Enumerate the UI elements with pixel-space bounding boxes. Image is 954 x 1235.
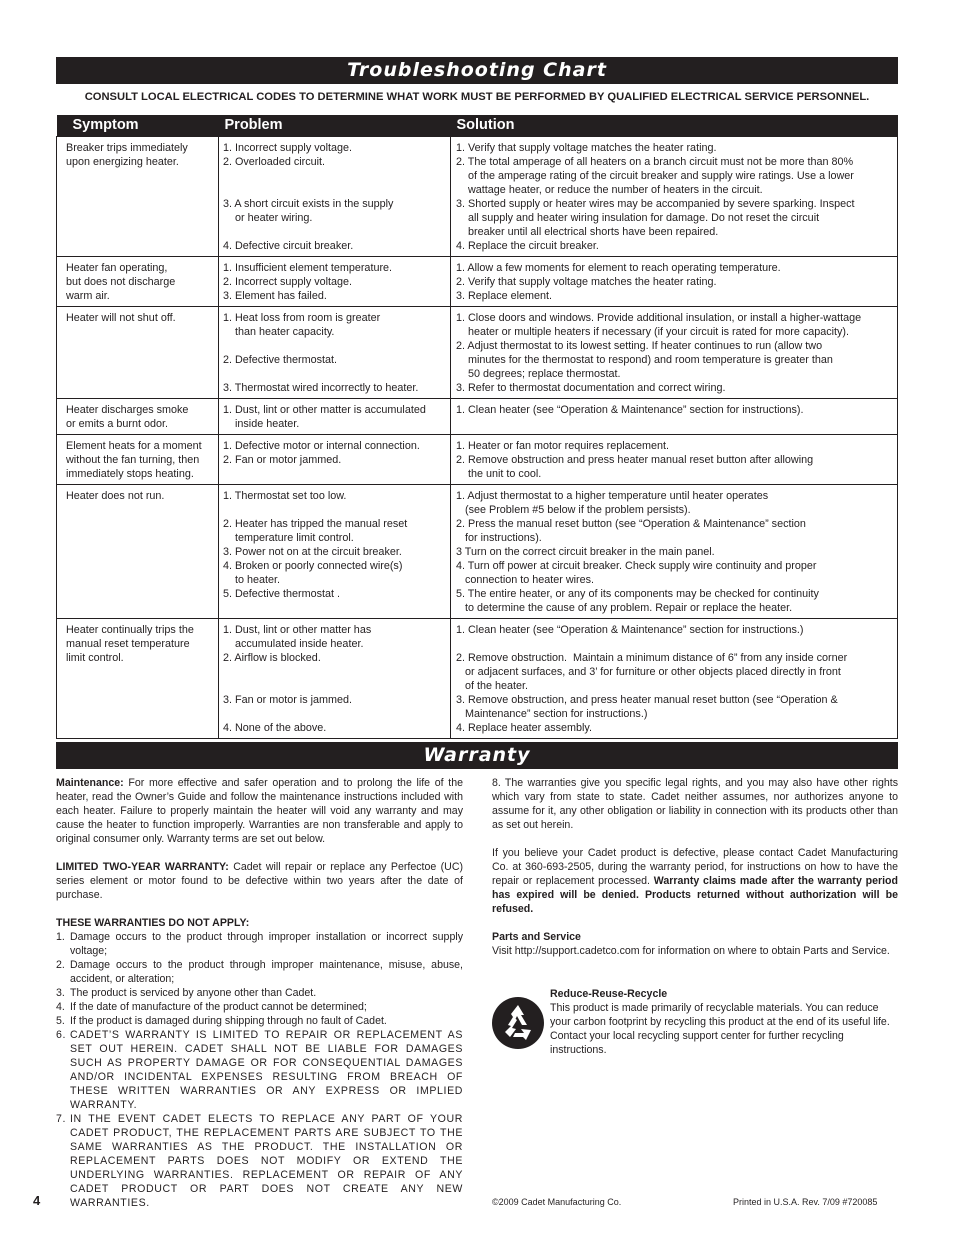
problem-line: 2. Airflow is blocked. xyxy=(223,651,321,664)
problem-line: 5. Defective thermostat . xyxy=(223,587,341,600)
recycle-icon xyxy=(491,996,545,1050)
troubleshooting-title: Troubleshooting Chart xyxy=(56,57,898,84)
solution-line: 1. Clean heater (see “Operation & Maintenance” section for instructions.) xyxy=(456,623,804,636)
table-row xyxy=(57,484,898,618)
problem-line: accumulated inside heater. xyxy=(223,637,364,650)
problem-line: 1. Heat loss from room is greater xyxy=(223,311,381,324)
problem-line xyxy=(223,225,446,239)
solution-line: 3. Replace element. xyxy=(456,289,553,302)
exclusion-text: The product is serviced by anyone other than Cadet. xyxy=(70,987,317,999)
limited-warranty-text: Cadet will repair or replace any Perfectoe (UC) series element or motor found to be defective within two years after the date of purchase. xyxy=(56,861,464,901)
exclusion-text: CADET’S WARRANTY IS LIMITED TO REPAIR OR REPLACEMENT AS SET OUT HEREIN. CADET SHALL NOT BE LIABLE FOR DAMAGES SUCH AS PROPERTY DAMAGE OR FOR CONSEQUENTIAL DAMAGES AND/OR INCIDENTAL EXPENSES RESULTING FROM BREACH OF THESE WRITTEN WARRANTIES OR ANY EXPRESS OR IMPLIED WARRANTY. xyxy=(70,1029,463,1111)
problem-line: 3. Element has failed. xyxy=(223,289,327,302)
solution-line: breaker until all electrical shorts have been repaired. xyxy=(456,225,719,238)
problem-line: 2. Incorrect supply voltage. xyxy=(223,275,353,288)
recycle-title: Reduce-Reuse-Recycle xyxy=(550,988,668,1000)
problem-line xyxy=(223,665,446,679)
problem-line: temperature limit control. xyxy=(223,531,354,544)
solution-line: 1. Close doors and windows. Provide additional insulation, or install a higher-wattage xyxy=(456,311,862,324)
problem-cell xyxy=(219,398,451,434)
symptom-line: Heater will not shut off. xyxy=(66,311,176,324)
page-number: 4 xyxy=(33,1193,41,1208)
problem-line: than heater capacity. xyxy=(223,325,335,338)
solution-line: 2. Remove obstruction. Maintain a minimum distance of 6” from any inside corner xyxy=(456,651,848,664)
problem-line: 2. Fan or motor jammed. xyxy=(223,453,342,466)
legal-rights-paragraph: 8. The warranties give you specific legal rights, and you may also have other rights which vary from state to state. Cadet neither assumes, nor authorizes anyone to assume for it, any other obligation or liability in connection with its products other than as set out herein. xyxy=(492,777,898,831)
header-symptom: Symptom xyxy=(57,115,219,136)
solution-line: all supply and heater wiring insulation for damage. Do not reset the circuit xyxy=(456,211,820,224)
solution-line: 5. The entire heater, or any of its components may be checked for continuity xyxy=(456,587,819,600)
solution-line: 3 Turn on the correct circuit breaker in the main panel. xyxy=(456,545,715,558)
solution-line: of the amperage rating of the circuit breaker and supply wire ratings. Use a lower xyxy=(456,169,854,182)
solution-cell xyxy=(451,256,898,306)
exclusion-item xyxy=(56,958,463,986)
solution-line xyxy=(456,637,893,651)
symptom-line: Heater continually trips the xyxy=(66,623,194,636)
problem-cell xyxy=(219,306,451,398)
symptom-line: warm air. xyxy=(66,289,110,302)
solution-cell xyxy=(451,618,898,738)
exclusions-list xyxy=(56,930,463,1210)
exclusion-number: 3. xyxy=(56,987,65,999)
symptom-line: without the fan turning, then xyxy=(66,453,200,466)
symptom-cell xyxy=(57,484,219,618)
maintenance-paragraph xyxy=(56,776,463,846)
header-problem: Problem xyxy=(219,115,451,136)
problem-line xyxy=(223,169,446,183)
solution-line: of the heater. xyxy=(456,679,529,692)
exclusion-item xyxy=(56,930,463,958)
problem-line: 1. Dust, lint or other matter has xyxy=(223,623,372,636)
solution-line: 2. Adjust thermostat to its lowest setting. If heater continues to run (allow two xyxy=(456,339,823,352)
problem-line: 1. Defective motor or internal connection. xyxy=(223,439,420,452)
problem-line: 3. Fan or motor is jammed. xyxy=(223,693,353,706)
exclusion-text: If the date of manufacture of the product cannot be determined; xyxy=(70,1001,367,1013)
solution-line: heater or multiple heaters if necessary (if your circuit is rated for more capacity). xyxy=(456,325,850,338)
problem-line: 1. Insufficient element temperature. xyxy=(223,261,393,274)
problem-cell xyxy=(219,434,451,484)
solution-line: minutes for the thermostat to respond) and room temperature is greater than xyxy=(456,353,833,366)
problem-line: 1. Dust, lint or other matter is accumulated xyxy=(223,403,426,416)
solution-line: 4. Turn off power at circuit breaker. Check supply wire continuity and proper xyxy=(456,559,817,572)
table-row xyxy=(57,256,898,306)
warranty-title: Warranty xyxy=(56,742,898,769)
problem-line xyxy=(223,367,446,381)
exclusion-item xyxy=(56,1014,463,1028)
parts-service-title: Parts and Service xyxy=(492,931,581,943)
problem-cell xyxy=(219,484,451,618)
solution-line: 4. Replace the circuit breaker. xyxy=(456,239,599,252)
copyright-text: ©2009 Cadet Manufacturing Co. xyxy=(492,1197,622,1207)
exclusion-number: 2. xyxy=(56,959,65,971)
solution-line: 2. The total amperage of all heaters on a branch circuit must not be more than 80% xyxy=(456,155,854,168)
symptom-cell xyxy=(57,434,219,484)
solution-cell xyxy=(451,306,898,398)
solution-cell xyxy=(451,484,898,618)
exclusion-item xyxy=(56,1000,463,1014)
problem-line: 2. Defective thermostat. xyxy=(223,353,338,366)
solution-line: 2. Verify that supply voltage matches the heater rating. xyxy=(456,275,717,288)
solution-line: 3. Remove obstruction, and press heater manual reset button (see “Operation & xyxy=(456,693,838,706)
solution-line: wattage heater, or reduce the number of heaters in the circuit. xyxy=(456,183,763,196)
table-header-row xyxy=(57,115,898,136)
solution-line: or adjacent surfaces, and 3’ for furniture or other objects placed directly in front xyxy=(456,665,841,678)
table-row xyxy=(57,136,898,256)
solution-cell xyxy=(451,398,898,434)
solution-line: (see Problem #5 below if the problem persists). xyxy=(456,503,691,516)
warranty-right-column xyxy=(492,776,898,958)
solution-line: 1. Verify that supply voltage matches the heater rating. xyxy=(456,141,717,154)
symptom-line: limit control. xyxy=(66,651,124,664)
solution-line: 1. Clean heater (see “Operation & Maintenance” section for instructions). xyxy=(456,403,804,416)
exclusion-text: IN THE EVENT CADET ELECTS TO REPLACE ANY PART OF YOUR CADET PRODUCT, THE REPLACEMENT PARTS ARE SUBJECT TO THE SAME WARRANTIES AS THE PRODUCT. THE INSTALLATION OR REPLACEMENT PARTS DOES NOT MODIFY OR EXTEND THE UNDERLYING WARRANTIES. REPLACEMENT OR REPAIR OF ANY CADET PRODUCT OR PART DOES NOT CREATE ANY NEW WARRANTIES. xyxy=(70,1113,463,1209)
warranty-claims-notice: Warranty claims made after the warranty period has expired will be denied. Products returned without authorization will be refused. xyxy=(492,875,898,915)
problem-line xyxy=(223,679,446,693)
defective-product-paragraph xyxy=(492,846,898,916)
solution-line: 50 degrees; replace thermostat. xyxy=(456,367,621,380)
problem-line xyxy=(223,183,446,197)
problem-line: 3. Thermostat wired incorrectly to heater. xyxy=(223,381,419,394)
exclusions-title: THESE WARRANTIES DO NOT APPLY: xyxy=(56,917,250,929)
problem-cell xyxy=(219,136,451,256)
limited-warranty-paragraph xyxy=(56,860,463,902)
header-solution: Solution xyxy=(451,115,898,136)
solution-line: the unit to cool. xyxy=(456,467,542,480)
symptom-cell xyxy=(57,306,219,398)
symptom-line: Heater discharges smoke xyxy=(66,403,189,416)
solution-line: 1. Adjust thermostat to a higher temperature until heater operates xyxy=(456,489,769,502)
problem-cell xyxy=(219,256,451,306)
symptom-cell xyxy=(57,256,219,306)
exclusion-text: Damage occurs to the product through improper installation or incorrect supply voltage; xyxy=(70,931,463,957)
problem-line: 3. A short circuit exists in the supply xyxy=(223,197,394,210)
exclusion-item xyxy=(56,986,463,1000)
problem-line xyxy=(223,339,446,353)
problem-line: 2. Heater has tripped the manual reset xyxy=(223,517,408,530)
problem-line: 4. None of the above. xyxy=(223,721,327,734)
solution-line: for instructions). xyxy=(456,531,542,544)
recycle-block xyxy=(550,987,898,1057)
table-row xyxy=(57,306,898,398)
exclusion-item xyxy=(56,1028,463,1112)
solution-cell xyxy=(451,136,898,256)
exclusion-number: 4. xyxy=(56,1001,65,1013)
problem-line: 4. Broken or poorly connected wire(s) xyxy=(223,559,403,572)
problem-line xyxy=(223,503,446,517)
table-row xyxy=(57,434,898,484)
symptom-line: Heater fan operating, xyxy=(66,261,168,274)
exclusion-number: 6. xyxy=(56,1029,67,1041)
problem-line: 4. Defective circuit breaker. xyxy=(223,239,354,252)
problem-line: or heater wiring. xyxy=(223,211,313,224)
symptom-line: Breaker trips immediately xyxy=(66,141,188,154)
symptom-line: or emits a burnt odor. xyxy=(66,417,169,430)
symptom-cell xyxy=(57,618,219,738)
problem-line: 3. Power not on at the circuit breaker. xyxy=(223,545,402,558)
recycle-text: This product is made primarily of recyclable materials. You can reduce your carbon footprint by recycling this product at the end of its useful life. Contact your local recycling support center for further recycling instructions. xyxy=(550,1002,890,1056)
limited-warranty-label: LIMITED TWO-YEAR WARRANTY: xyxy=(56,861,229,873)
exclusion-number: 7. xyxy=(56,1113,67,1125)
troubleshooting-table xyxy=(56,115,898,739)
problem-line: 2. Overloaded circuit. xyxy=(223,155,326,168)
exclusion-number: 5. xyxy=(56,1015,65,1027)
solution-cell xyxy=(451,434,898,484)
solution-line: 3. Refer to thermostat documentation and correct wiring. xyxy=(456,381,726,394)
symptom-cell xyxy=(57,136,219,256)
solution-line: 2. Remove obstruction and press heater manual reset button after allowing xyxy=(456,453,814,466)
solution-line: 2. Press the manual reset button (see “Operation & Maintenance” section xyxy=(456,517,806,530)
exclusion-item xyxy=(56,1112,463,1210)
solution-line: 1. Heater or fan motor requires replacement. xyxy=(456,439,670,452)
problem-line: inside heater. xyxy=(223,417,300,430)
electrical-codes-notice: CONSULT LOCAL ELECTRICAL CODES TO DETERMINE WHAT WORK MUST BE PERFORMED BY QUALIFIED ELECTRICAL SERVICE PERSONNEL. xyxy=(84,91,870,103)
symptom-line: manual reset temperature xyxy=(66,637,190,650)
problem-line: 1. Thermostat set too low. xyxy=(223,489,347,502)
printed-info: Printed in U.S.A. Rev. 7/09 #720085 xyxy=(733,1197,878,1207)
symptom-line: Element heats for a moment xyxy=(66,439,202,452)
exclusion-number: 1. xyxy=(56,931,65,943)
problem-cell xyxy=(219,618,451,738)
solution-line: connection to heater wires. xyxy=(456,573,595,586)
symptom-cell xyxy=(57,398,219,434)
parts-service-text: Visit http://support.cadetco.com for information on where to obtain Parts and Service. xyxy=(492,945,890,957)
solution-line: 1. Allow a few moments for element to reach operating temperature. xyxy=(456,261,781,274)
exclusion-text: Damage occurs to the product through improper maintenance, misuse, abuse, accident, or alteration; xyxy=(70,959,463,985)
problem-line: 1. Incorrect supply voltage. xyxy=(223,141,353,154)
symptom-line: Heater does not run. xyxy=(66,489,165,502)
problem-line xyxy=(223,707,446,721)
symptom-line: immediately stops heating. xyxy=(66,467,194,480)
exclusion-text: If the product is damaged during shipping through no fault of Cadet. xyxy=(70,1015,387,1027)
symptom-line: but does not discharge xyxy=(66,275,176,288)
solution-line: Maintenance” section for instructions.) xyxy=(456,707,648,720)
table-row xyxy=(57,398,898,434)
maintenance-text: For more effective and safer operation and to prolong the life of the heater, read the Owner’s Guide and follow the maintenance instructions included with each heater. Failure to properly maintain the heater will void any warranty and may cause the heater to function improperly. Warranties are non transferable and apply to original consumer only. Warranty terms are set out below. xyxy=(56,777,463,845)
defective-text: If you believe your Cadet product is defective, please contact Cadet Manufacturing Co. at 360-693-2505, during the warranty period, for instructions on how to have the repair or replacement processed. xyxy=(492,847,898,887)
solution-line: 3. Shorted supply or heater wires may be accompanied by severe sparking. Inspect xyxy=(456,197,855,210)
table-row xyxy=(57,618,898,738)
problem-line: to heater. xyxy=(223,573,281,586)
maintenance-label: Maintenance: xyxy=(56,777,124,789)
solution-line: 4. Replace heater assembly. xyxy=(456,721,593,734)
solution-line: to determine the cause of any problem. Repair or replace the heater. xyxy=(456,601,793,614)
warranty-left-column xyxy=(56,776,463,1210)
symptom-line: upon energizing heater. xyxy=(66,155,179,168)
